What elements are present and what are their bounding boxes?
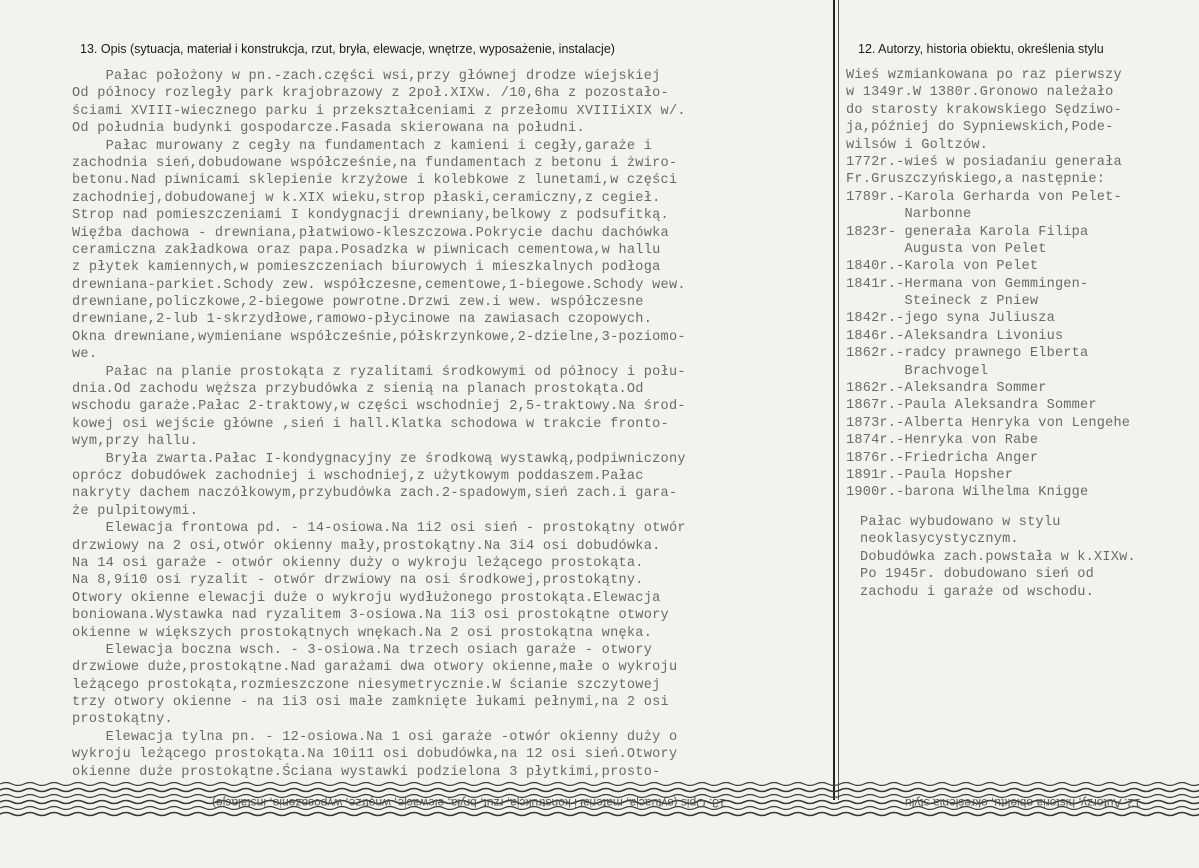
left-section-heading: 13. Opis (sytuacja, materiał i konstrukcja, rzut, bryła, elewacje, wnętrze, wyposażenie, instalacje)	[80, 42, 615, 56]
history-line: 1846r.-Aleksandra Livonius	[846, 328, 1064, 344]
description-line: okienne duże prostokątne.Ściana wystawki podzielona 3 płytkimi,prosto-	[72, 764, 661, 780]
style-note-text	[860, 514, 1136, 601]
description-line: Pałac położony w pn.-zach.części wsi,przy głównej drodze wiejskiej	[72, 69, 661, 84]
description-line: Strop nad pomieszczeniami I kondygnacji drewniany,belkowy z podsufitką.	[72, 208, 669, 224]
history-line: 1876r.-Friedricha Anger	[846, 450, 1039, 466]
history-line: 1823r- generała Karola Filipa	[846, 224, 1089, 240]
description-line: Otwory okienne elewacji duże o wykroju wydłużonego prostokąta.Elewacja	[72, 590, 661, 606]
style-note-line: Dobudówka zach.powstała w k.XIXw.	[860, 549, 1136, 565]
history-line: Fr.Gruszczyńskiego,a następnie:	[846, 172, 1106, 188]
description-line: wschodu garaże.Pałac 2-traktowy,w części wschodniej 2,5-traktowy.Na środ-	[72, 399, 686, 415]
description-line: Pałac murowany z cegły na fundamentach z kamieni i cegły,garaże i	[72, 138, 653, 154]
history-line: 1772r.-wieś w posiadaniu generała	[846, 154, 1122, 170]
description-line: boniowana.Wystawka nad ryzalitem 3-osiowa.Na 1i3 osi prostokątne otwory	[72, 608, 669, 624]
description-line: Od północy rozległy park krajobrazowy z 2poł.XIXw. /10,6ha z pozostało-	[72, 86, 669, 102]
mirrored-right-heading: 12. Autorzy, historia obiektu, określenia stylu	[905, 796, 1141, 810]
description-line: Okna drewniane,wymieniane współcześnie,półskrzynkowe,2-dzielne,3-poziomo-	[72, 329, 686, 345]
mirrored-left-heading: 13. Opis (sytuacja, materiał i konstrukcja, rzut, bryła, elewacje, wnętrze, wyposażenie, instalacje)	[212, 796, 726, 810]
description-line: okienne w większych prostokątnych wnękach.Na 2 osi prostokątna wnęka.	[72, 625, 653, 641]
history-line: Steineck z Pniew	[846, 294, 1039, 310]
history-line: 1873r.-Alberta Henryka von Lengehe	[846, 415, 1131, 431]
description-line: Od południa budynki gospodarcze.Fasada skierowana na południ.	[72, 121, 585, 137]
style-note-line: neoklasycystycznym.	[860, 532, 1019, 548]
column-divider	[833, 0, 835, 800]
description-line: drzwiowy na 2 osi,otwór okienny mały,prostokątny.Na 3i4 osi dobudówka.	[72, 538, 661, 554]
style-note-line: zachodu i garaże od wschodu.	[860, 584, 1095, 600]
right-section-heading: 12. Autorzy, historia obiektu, określenia stylu	[858, 42, 1104, 56]
history-line: do starosty krakowskiego Sędziwo-	[846, 102, 1122, 118]
description-line: prostokątny.	[72, 712, 173, 728]
history-line: 1891r.-Paula Hopsher	[846, 467, 1014, 483]
description-line: drewniane,policzkowe,2-biegowe powrotne.Drzwi zew.i wew. współczesne	[72, 295, 644, 311]
history-line: 1862r.-radcy prawnego Elberta	[846, 346, 1089, 362]
description-line: Elewacja frontowa pd. - 14-osiowa.Na 1i2 osi sień - prostokątny otwór	[72, 521, 686, 537]
description-line: Więźba dachowa - drewniana,płatwiowo-kleszczowa.Pokrycie dachu dachówka	[72, 225, 669, 241]
description-line: nakryty dachem naczółkowym,przybudówka zach.2-spadowym,sień zach.i gara-	[72, 486, 678, 502]
description-line: Elewacja boczna wsch. - 3-osiowa.Na trzech osiach garaże - otwory	[72, 642, 653, 658]
description-line: leżącego prostokąta,rozmieszczone niesymetrycznie.W ścianie szczytowej	[72, 677, 661, 693]
description-line: zachodniej,dobudowanej w k.XIX wieku,strop płaski,ceramiczny,z cegieł.	[72, 190, 661, 206]
description-line: drewniana-parkiet.Schody zew. współczesne,cementowe,1-biegowe.Schody wew.	[72, 277, 686, 293]
description-line: wykroju leżącego prostokąta.Na 10i11 osi dobudówka,na 12 osi sień.Otwory	[72, 747, 678, 763]
history-line: Brachvogel	[846, 363, 989, 379]
description-line: Elewacja tylna pn. - 12-osiowa.Na 1 osi garaże -otwór okienny duży o	[72, 729, 678, 745]
style-note-line: Pałac wybudowano w stylu	[860, 515, 1061, 530]
description-line: dnia.Od zachodu węższa przybudówka z sienią na planach prostokąta.Od	[72, 382, 644, 398]
description-line: wym,przy hallu.	[72, 434, 199, 450]
history-line: 1874r.-Henryka von Rabe	[846, 433, 1039, 449]
history-line: 1900r.-barona Wilhelma Knigge	[846, 485, 1089, 501]
history-line: 1841r.-Hermana von Gemmingen-	[846, 276, 1089, 292]
history-text	[846, 67, 1130, 502]
description-line: betonu.Nad piwnicami sklepienie krzyżowe i kolebkowe z lunetami,w części	[72, 173, 678, 189]
description-line: ceramiczna zakładkowa oraz papa.Posadzka w piwnicach cementowa,w hallu	[72, 242, 661, 258]
column-divider-secondary	[838, 0, 839, 800]
description-line: z płytek kamiennych,w pomieszczeniach biurowych i mieszkalnych podłoga	[72, 260, 661, 276]
history-line: 1840r.-Karola von Pelet	[846, 259, 1039, 275]
history-line: Narbonne	[846, 207, 972, 223]
history-line: 1842r.-jego syna Juliusza	[846, 311, 1055, 327]
history-line: ja,później do Sypniewskich,Pode-	[846, 120, 1114, 136]
description-line: Bryła zwarta.Pałac I-kondygnacyjny ze środkową wystawką,podpiwniczony	[72, 451, 686, 467]
history-line: Augusta von Pelet	[846, 241, 1047, 257]
description-text	[72, 68, 686, 781]
history-line: wilsów i Goltzów.	[846, 137, 989, 153]
history-line: Wieś wzmiankowana po raz pierwszy	[846, 68, 1122, 83]
description-line: drewniane,2-lub 1-skrzydłowe,ramowo-płycinowe na zawiasach czopowych.	[72, 312, 653, 328]
history-line: 1862r.-Aleksandra Sommer	[846, 381, 1047, 397]
description-line: że pulpitowymi.	[72, 503, 199, 519]
description-line: zachodnia sień,dobudowane współcześnie,na fundamentach z betonu i żwiro-	[72, 155, 678, 171]
style-note-line: Po 1945r. dobudowano sień od	[860, 567, 1095, 583]
description-line: Na 8,9i10 osi ryzalit - otwór drzwiowy na osi środkowej,prostokątny.	[72, 573, 644, 589]
description-line: ściami XVIII-wiecznego parku i przekształceniami z przełomu XVIIIiXIX w/.	[72, 103, 686, 119]
description-line: Na 14 osi garaże - otwór okienny duży o wykroju leżącego prostokąta.	[72, 555, 644, 571]
description-line: trzy otwory okienne - na 1i3 osi małe zamknięte łukami pełnymi,na 2 osi	[72, 695, 669, 711]
description-line: we.	[72, 347, 98, 363]
history-line: w 1349r.W 1380r.Gronowo należało	[846, 85, 1114, 101]
history-line: 1789r.-Karola Gerharda von Pelet-	[846, 189, 1122, 205]
description-line: oprócz dobudówek zachodniej i wschodniej,z użytkowym poddaszem.Pałac	[72, 468, 644, 484]
description-line: kowej osi wejście główne ,sień i hall.Klatka schodowa w trakcie fronto-	[72, 416, 669, 432]
history-line: 1867r.-Paula Aleksandra Sommer	[846, 398, 1097, 414]
description-line: Pałac na planie prostokąta z ryzalitami środkowymi od północy i połu-	[72, 364, 686, 380]
description-line: drzwiowe duże,prostokątne.Nad garażami dwa otwory okienne,małe o wykroju	[72, 660, 678, 676]
